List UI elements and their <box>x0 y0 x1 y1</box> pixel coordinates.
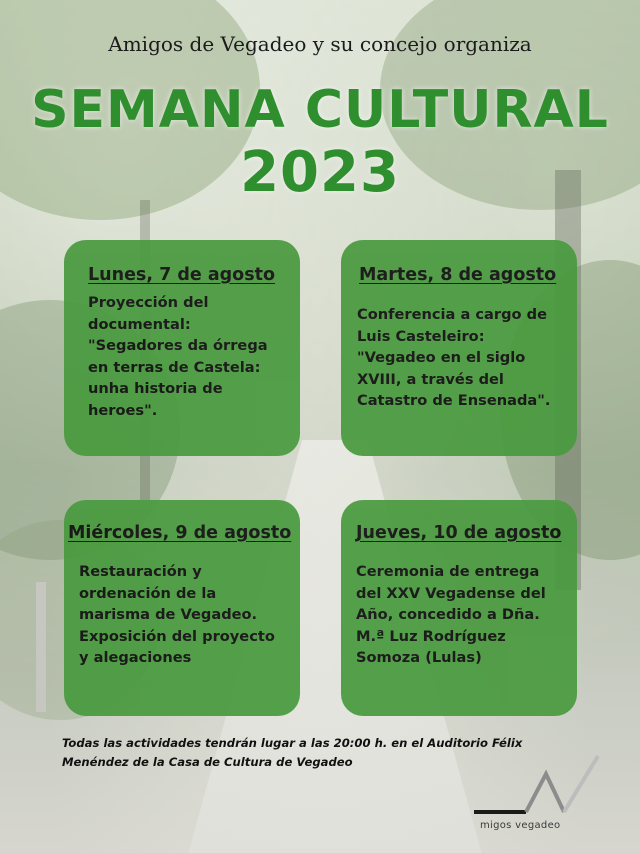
event-date: Lunes, 7 de agosto <box>88 265 276 285</box>
event-description: Ceremonia de entrega del XXV Vegadense del Año, concedido a Dña. M.ª Luz Rodríguez Somoza (Lulas) <box>356 563 546 666</box>
organizer-line: Amigos de Vegadeo y su concejo organiza <box>108 32 532 56</box>
event-description: Conferencia a cargo de Luis Casteleiro: "Vegadeo en el siglo XVIII, a través del Catastro de Ensenada". <box>357 306 551 409</box>
event-year: 2023 <box>240 140 400 205</box>
event-title: SEMANA CULTURAL <box>31 80 609 140</box>
event-description: Proyección del documental: "Segadores da órrega en terras de Castela: unha historia de heroes". <box>88 294 268 419</box>
event-card-wednesday <box>64 500 300 716</box>
post <box>36 582 46 712</box>
logo-mark-icon <box>474 752 604 822</box>
logo-text: migos vegadeo <box>480 820 561 831</box>
event-card-tuesday <box>341 240 577 456</box>
event-date: Jueves, 10 de agosto <box>356 523 562 543</box>
amigos-vegadeo-logo <box>474 752 604 832</box>
event-date: Martes, 8 de agosto <box>359 265 557 285</box>
event-date: Miércoles, 9 de agosto <box>68 523 292 543</box>
event-card-monday <box>64 240 300 456</box>
event-description: Restauración y ordenación de la marisma de Vegadeo. Exposición del proyecto y alegaciones <box>79 563 275 666</box>
event-card-thursday <box>341 500 577 716</box>
venue-note: Todas las actividades tendrán lugar a las 20:00 h. en el Auditorio Félix Menéndez de la Casa de Cultura de Vegadeo <box>62 736 523 769</box>
